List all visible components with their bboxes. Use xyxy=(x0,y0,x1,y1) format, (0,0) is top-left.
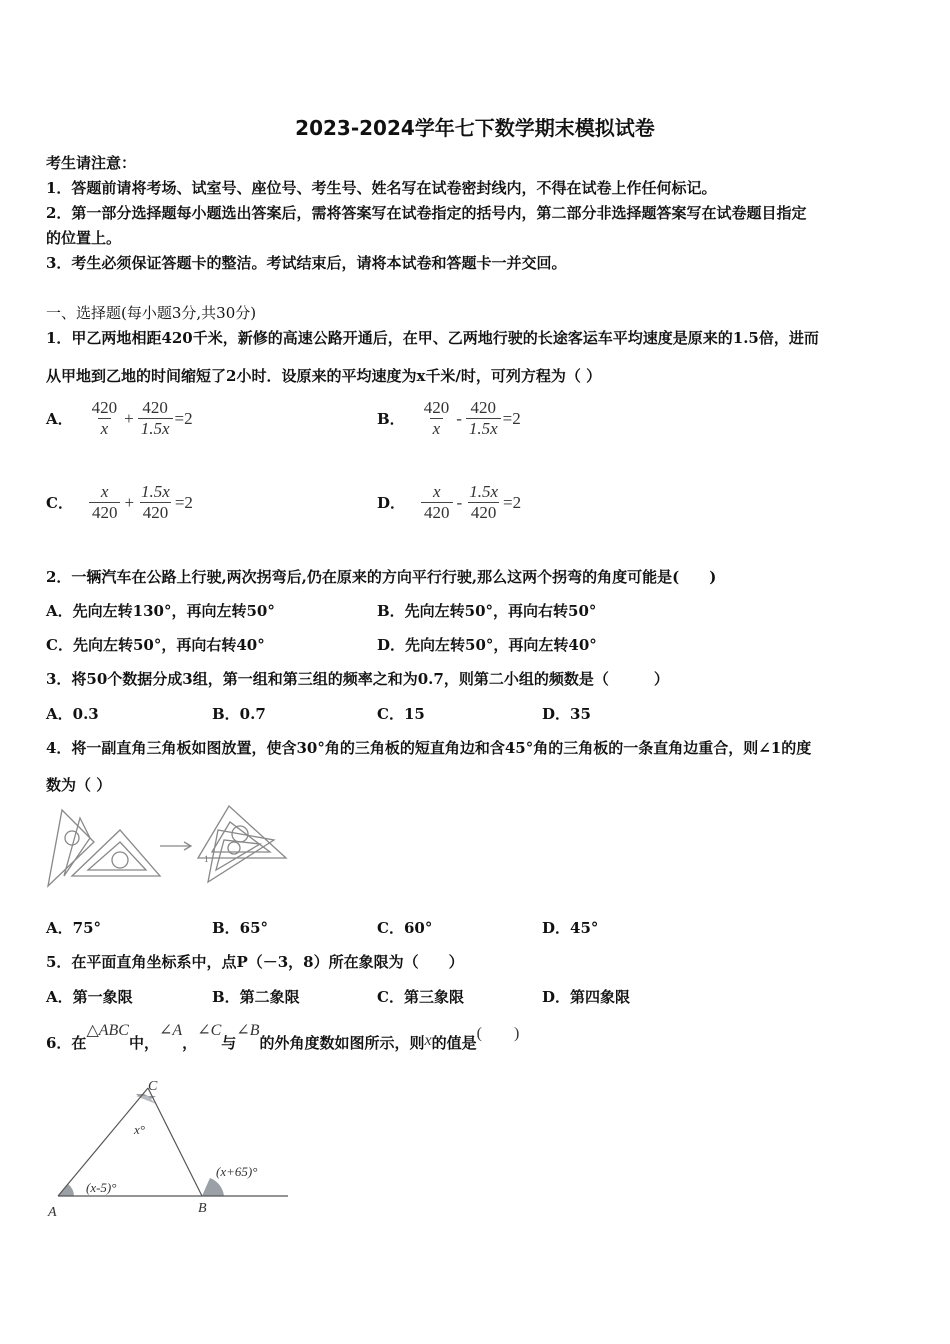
q2-option-d: D．先向左转50°，再向左转40° xyxy=(377,636,597,654)
q4-option-c: C．60° xyxy=(377,919,433,937)
angle-c-label: x° xyxy=(134,1122,145,1137)
option-label: A． xyxy=(46,410,73,428)
option-label: C． xyxy=(46,494,73,512)
section-heading: 一、选择题(每小题3分,共30分) xyxy=(46,304,257,322)
vertex-c-label: C xyxy=(148,1079,158,1094)
q6-text: 6．在 △ABC 中， ∠A ， ∠C 与 ∠B 的外角度数如图所示，则 x 的值是 ( ) xyxy=(46,1022,520,1052)
q5-option-b: B．第二象限 xyxy=(212,988,300,1006)
triangle-30-left xyxy=(48,810,94,886)
q1-option-d: D． x 420 - $\frac{1.5x}{420}$ =2 xyxy=(377,482,522,522)
q1-text: 1．甲乙两地相距420千米，新修的高速公路开通后，在甲、乙两地行驶的长途客运车平均速度是原来的1.5倍，进而 xyxy=(46,329,819,347)
q3-text: 3．将50个数据分成3组，第一组和第三组的频率之和为0.7，则第二小组的频数是（ ） xyxy=(46,670,669,688)
q2-option-b: B．先向左转50°，再向右转50° xyxy=(377,602,597,620)
side-cb xyxy=(148,1088,202,1196)
q3-option-c: C．15 xyxy=(377,705,425,723)
notice-heading: 考生请注意： xyxy=(46,154,137,172)
q5-text: 5．在平面直角坐标系中，点P（－3，8）所在象限为（ ） xyxy=(46,953,464,971)
q4-option-a: A．75° xyxy=(46,919,102,937)
q5-option-a: A．第一象限 xyxy=(46,988,133,1006)
triangle-30-right xyxy=(208,830,274,882)
q4-text: 4．将一副直角三角板如图放置，使含30°角的三角板的短直角边和含45°角的三角板的一条直角边重合，则∠1的度 xyxy=(46,739,812,757)
vertex-b-label: B xyxy=(198,1201,207,1216)
q3-option-a: A．0.3 xyxy=(46,705,99,723)
page-title: 2023-2024学年七下数学期末模拟试卷 xyxy=(295,116,655,140)
option-label: D． xyxy=(377,494,406,512)
triangle-45-right xyxy=(198,806,286,858)
q1-option-a: A． 420 x + $\frac{420}{1.5x}$ =2 xyxy=(46,398,193,438)
q5-option-d: D．第四象限 xyxy=(542,988,631,1006)
q4-figure xyxy=(44,800,292,892)
q2-option-a: A．先向左转130°，再向左转50° xyxy=(46,602,275,620)
q4-option-b: B．65° xyxy=(212,919,269,937)
q2-option-c: C．先向左转50°，再向右转40° xyxy=(46,636,265,654)
q1-text: 从甲地到乙地的时间缩短了2小时．设原来的平均速度为x千米/时，可列方程为（ ） xyxy=(46,367,602,385)
angle-a-label: (x-5)° xyxy=(86,1180,117,1195)
q1-option-c: C． x 420 + $\frac{1.5x}{420}$ =2 xyxy=(46,482,193,522)
option-label: B． xyxy=(377,410,405,428)
notice-item: 2．第一部分选择题每小题选出答案后，需将答案写在试卷指定的括号内，第二部分非选择题答案写在试卷题目指定 xyxy=(46,204,807,222)
q1-option-b: B． 420 x - $\frac{420}{1.5x}$ =2 xyxy=(377,398,521,438)
q4-option-d: D．45° xyxy=(542,919,599,937)
q3-option-b: B．0.7 xyxy=(212,705,266,723)
q3-option-d: D．35 xyxy=(542,705,591,723)
notice-item: 的位置上。 xyxy=(46,229,122,247)
notice-item: 3．考生必须保证答题卡的整洁。考试结束后，请将本试卷和答题卡一并交回。 xyxy=(46,254,567,272)
angle-b-label: (x+65)° xyxy=(216,1164,258,1179)
q4-text: 数为（ ） xyxy=(46,776,112,794)
angle-1-label: 1 xyxy=(204,854,209,864)
vertex-a-label: A xyxy=(48,1205,57,1220)
q2-text: 2．一辆汽车在公路上行驶,两次拐弯后,仍在原来的方向平行行驶,那么这两个拐弯的角度可能是( ) xyxy=(46,568,717,586)
q5-option-c: C．第三象限 xyxy=(377,988,464,1006)
notice-item: 1．答题前请将考场、试室号、座位号、考生号、姓名写在试卷密封线内，不得在试卷上作任何标记。 xyxy=(46,179,717,197)
q6-triangle-figure xyxy=(44,1074,294,1220)
